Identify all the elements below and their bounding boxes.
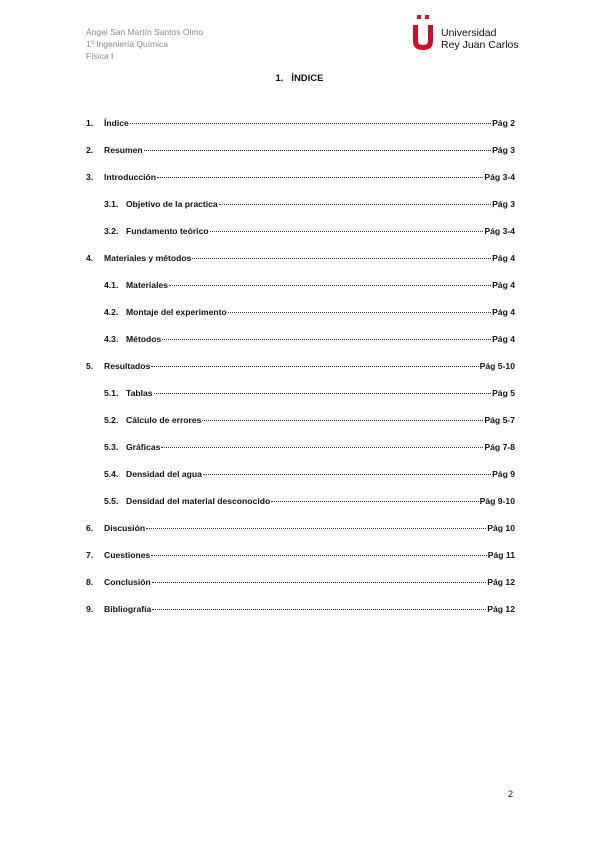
toc-entry-page: Pág 9	[492, 469, 515, 479]
toc-entry-number: 5.4.	[104, 469, 119, 479]
toc-entry-title: Cálculo de errores	[126, 415, 202, 425]
toc-entry-number: 5.3.	[104, 442, 119, 452]
toc-entry-title: Materiales y métodos	[104, 253, 192, 263]
toc-entry-page: Pág 10	[487, 523, 515, 533]
toc-entry	[104, 496, 515, 506]
toc-entry-number: 1.	[86, 118, 94, 128]
author-name: Ángel San Martín Santos Olmo	[86, 27, 204, 37]
page-number: 2	[508, 789, 514, 799]
toc-entry-number: 4.2.	[104, 307, 119, 317]
toc-entry	[104, 280, 515, 290]
toc-entry-page: Pág 12	[487, 604, 515, 614]
toc-entry-page: Pág 4	[492, 307, 515, 317]
toc-entry-title: Introducción	[104, 172, 157, 182]
toc-entry	[86, 253, 515, 263]
toc-entry	[86, 172, 515, 182]
toc-entry-title: Densidad del material desconocido	[126, 496, 271, 506]
toc-entry	[104, 415, 515, 425]
toc-entry-title: Discusión	[104, 523, 146, 533]
toc-entry-number: 5.2.	[104, 415, 119, 425]
toc-dot-leader	[161, 447, 483, 448]
toc-entry-title: Objetivo de la practica	[126, 199, 218, 209]
toc-entry-number: 2.	[86, 145, 94, 155]
toc-dot-leader	[146, 528, 486, 529]
university-name	[441, 27, 519, 51]
toc-entry-number: 4.1.	[104, 280, 119, 290]
toc-entry	[104, 199, 515, 209]
university-name-line2: Rey Juan Carlos	[441, 39, 519, 51]
toc-entry-number: 7.	[86, 550, 94, 560]
toc-dot-leader	[169, 285, 491, 286]
toc-entry	[104, 469, 515, 479]
toc-entry-title: Gráficas	[126, 442, 161, 452]
toc-entry	[104, 334, 515, 344]
toc-entry	[86, 118, 515, 128]
toc-dot-leader	[202, 420, 483, 421]
toc-entry-title: Métodos	[126, 334, 162, 344]
toc-dot-leader	[151, 366, 478, 367]
toc-entry-title: Resultados	[104, 361, 151, 371]
subject-name: Física I	[86, 51, 114, 61]
toc-entry-number: 5.5.	[104, 496, 119, 506]
toc-entry	[86, 550, 515, 560]
page-title: 1. ÍNDICE	[275, 73, 324, 84]
toc-entry-number: 4.3.	[104, 334, 119, 344]
toc-entry-page: Pág 3	[492, 199, 515, 209]
toc-entry	[104, 307, 515, 317]
toc-entry-title: Montaje del experimento	[126, 307, 227, 317]
toc-dot-leader	[162, 339, 491, 340]
toc-entry-page: Pág 4	[492, 253, 515, 263]
toc-entry-title: Índice	[104, 118, 129, 128]
toc-dot-leader	[130, 123, 491, 124]
toc-entry-number: 6.	[86, 523, 94, 533]
toc-entry	[104, 226, 515, 236]
toc-entry-page: Pág 12	[487, 577, 515, 587]
toc-entry-number: 8.	[86, 577, 94, 587]
toc-dot-leader	[154, 393, 491, 394]
toc-dot-leader	[271, 501, 478, 502]
course-name: 1º Ingeniería Química	[86, 39, 169, 49]
toc-entry-title: Conclusión	[104, 577, 151, 587]
toc-entry	[104, 442, 515, 452]
toc-entry-page: Pág 7-8	[484, 442, 515, 452]
toc-entry-number: 3.2.	[104, 226, 119, 236]
toc-dot-leader	[144, 150, 491, 151]
toc-entry-number: 3.1.	[104, 199, 119, 209]
toc-dot-leader	[219, 204, 491, 205]
toc-entry-page: Pág 9-10	[479, 496, 515, 506]
urjc-logo-icon	[410, 14, 436, 54]
toc-dot-leader	[151, 555, 486, 556]
toc-entry	[104, 388, 515, 398]
toc-dot-leader	[203, 474, 491, 475]
toc-entry-number: 5.	[86, 361, 94, 371]
toc-entry	[86, 145, 515, 155]
toc-entry-title: Materiales	[126, 280, 169, 290]
toc-dot-leader	[157, 177, 483, 178]
toc-entry-page: Pág 5	[492, 388, 515, 398]
toc-entry	[86, 577, 515, 587]
toc-entry-page: Pág 5-7	[484, 415, 515, 425]
university-logo	[410, 14, 520, 54]
toc-entry-number: 4.	[86, 253, 94, 263]
university-name-line1: Universidad	[441, 27, 497, 39]
toc-entry-title: Fundamento teórico	[126, 226, 209, 236]
toc-entry	[86, 523, 515, 533]
toc-entry-title: Bibliografía	[104, 604, 152, 614]
toc-entry-page: Pág 5-10	[479, 361, 515, 371]
toc-dot-leader	[210, 231, 484, 232]
toc-dot-leader	[152, 609, 486, 610]
document-header	[86, 26, 203, 62]
toc-dot-leader	[228, 312, 491, 313]
toc-entry	[86, 604, 515, 614]
toc-entry-title: Tablas	[126, 388, 153, 398]
toc-entry-page: Pág 4	[492, 280, 515, 290]
toc-entry-number: 5.1.	[104, 388, 119, 398]
toc-entry-page: Pág 2	[492, 118, 515, 128]
toc-dot-leader	[152, 582, 486, 583]
toc-entry-page: Pág 3-4	[484, 172, 515, 182]
toc-entry-title: Densidad del agua	[126, 469, 202, 479]
toc-entry-page: Pág 4	[492, 334, 515, 344]
toc-entry-page: Pág 3	[492, 145, 515, 155]
toc-entry-page: Pág 11	[487, 550, 515, 560]
toc-entry-number: 9.	[86, 604, 94, 614]
toc-entry-number: 3.	[86, 172, 94, 182]
toc-entry-title: Resumen	[104, 145, 143, 155]
toc-dot-leader	[192, 258, 491, 259]
toc-entry-title: Cuestiones	[104, 550, 151, 560]
toc-entry-page: Pág 3-4	[484, 226, 515, 236]
toc-entry	[86, 361, 515, 371]
